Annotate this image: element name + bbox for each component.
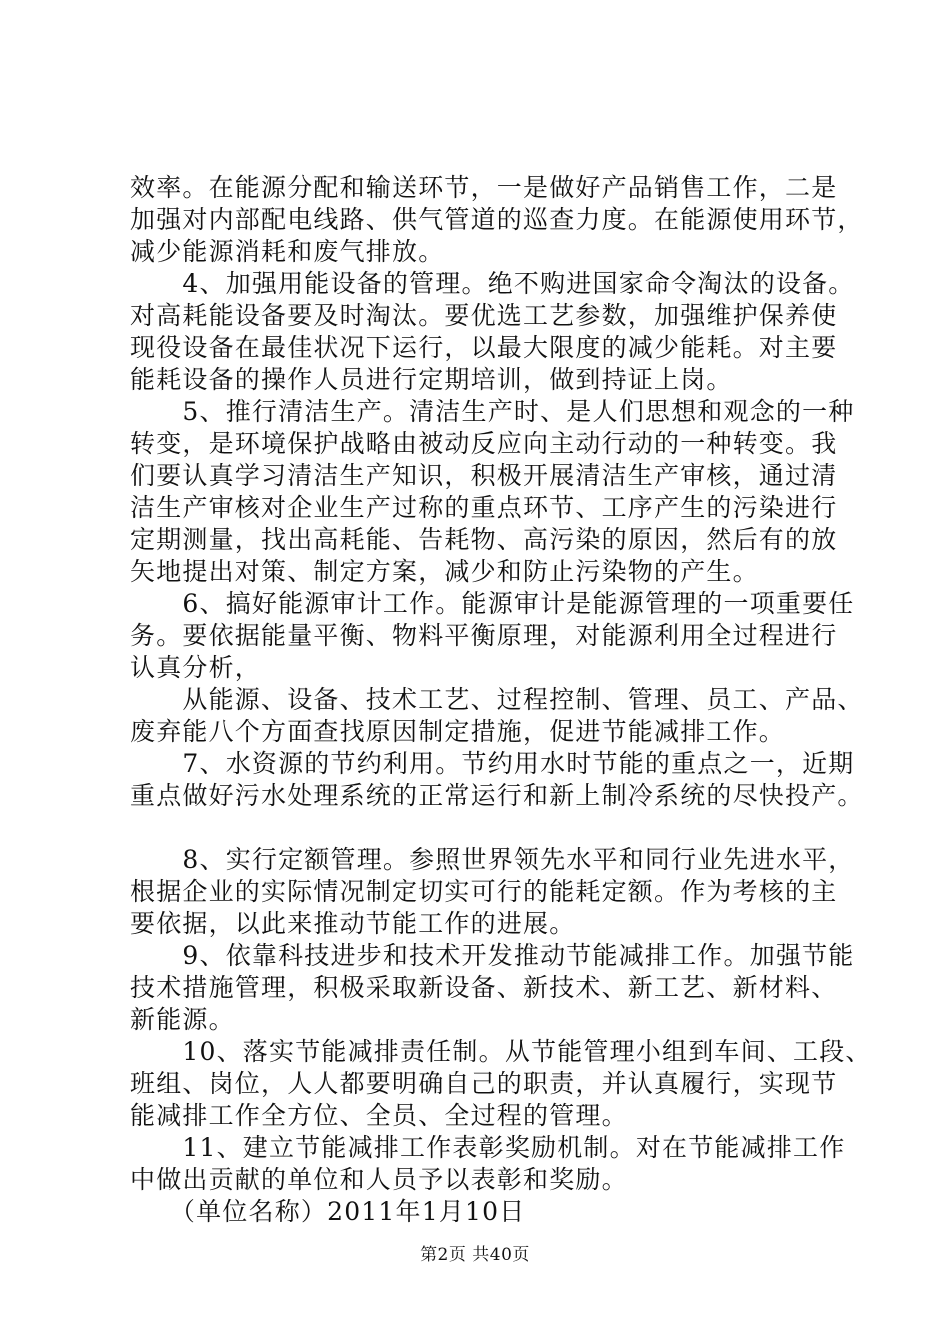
body-text-line: 认真分析，: [130, 653, 262, 682]
body-text-line: 们要认真学习清洁生产知识，积极开展清洁生产审核，通过清: [130, 461, 838, 490]
body-text-line: 务。要依据能量平衡、物料平衡原理，对能源利用全过程进行: [130, 621, 838, 650]
body-text-line: 10、落实节能减排责任制。从节能管理小组到车间、工段、: [130, 1037, 872, 1066]
body-text-line: 要依据，以此来推动节能工作的进展。: [130, 909, 576, 938]
body-text-line: 定期测量，找出高耗能、告耗物、高污染的原因，然后有的放: [130, 525, 838, 554]
body-text-line: 废弃能八个方面查找原因制定措施，促进节能减排工作。: [130, 717, 786, 746]
body-text-line: 现役设备在最佳状况下运行，以最大限度的减少能耗。对主要: [130, 333, 838, 362]
body-text-line: 重点做好污水处理系统的正常运行和新上制冷系统的尽快投产。: [130, 781, 864, 810]
body-text-line: 班组、岗位，人人都要明确自己的职责，并认真履行，实现节: [130, 1069, 838, 1098]
body-text-line: 8、实行定额管理。参照世界领先水平和同行业先进水平，: [130, 845, 855, 874]
body-text-line: 技术措施管理，积极采取新设备、新技术、新工艺、新材料、: [130, 973, 838, 1002]
body-text-line: 中做出贡献的单位和人员予以表彰和奖励。: [130, 1165, 628, 1194]
body-text-line: 转变，是环境保护战略由被动反应向主动行动的一种转变。我: [130, 429, 838, 458]
body-text-line: 4、加强用能设备的管理。绝不购进国家命令淘汰的设备。: [130, 269, 855, 298]
body-text-line: 加强对内部配电线路、供气管道的巡查力度。在能源使用环节，: [130, 205, 864, 234]
body-text-line: 矢地提出对策、制定方案，减少和防止污染物的产生。: [130, 557, 759, 586]
body-text-line: 能减排工作全方位、全员、全过程的管理。: [130, 1101, 628, 1130]
body-text-line: 5、推行清洁生产。清洁生产时、是人们思想和观念的一种: [130, 397, 855, 426]
signature-date-line: （单位名称）2011年1月10日: [130, 1197, 526, 1226]
body-text-line: 效率。在能源分配和输送环节，一是做好产品销售工作，二是: [130, 173, 838, 202]
body-text-line: 从能源、设备、技术工艺、过程控制、管理、员工、产品、: [130, 685, 864, 714]
body-text-line: 减少能源消耗和废气排放。: [130, 237, 445, 266]
body-text-line: 对高耗能设备要及时淘汰。要优选工艺参数，加强维护保养使: [130, 301, 838, 330]
body-text-line: 洁生产审核对企业生产过称的重点环节、工序产生的污染进行: [130, 493, 838, 522]
body-text-line: 9、依靠科技进步和技术开发推动节能减排工作。加强节能: [130, 941, 855, 970]
body-text-line: 根据企业的实际情况制定切实可行的能耗定额。作为考核的主: [130, 877, 838, 906]
body-text-line: 能耗设备的操作人员进行定期培训，做到持证上岗。: [130, 365, 733, 394]
body-text-line: 新能源。: [130, 1005, 235, 1034]
body-text-line: 11、建立节能减排工作表彰奖励机制。对在节能减排工作: [130, 1133, 846, 1162]
body-text-line: 6、搞好能源审计工作。能源审计是能源管理的一项重要任: [130, 589, 855, 618]
page-number-footer: 第2页 共40页: [420, 1245, 530, 1265]
body-text-line: 7、水资源的节约利用。节约用水时节能的重点之一，近期: [130, 749, 855, 778]
